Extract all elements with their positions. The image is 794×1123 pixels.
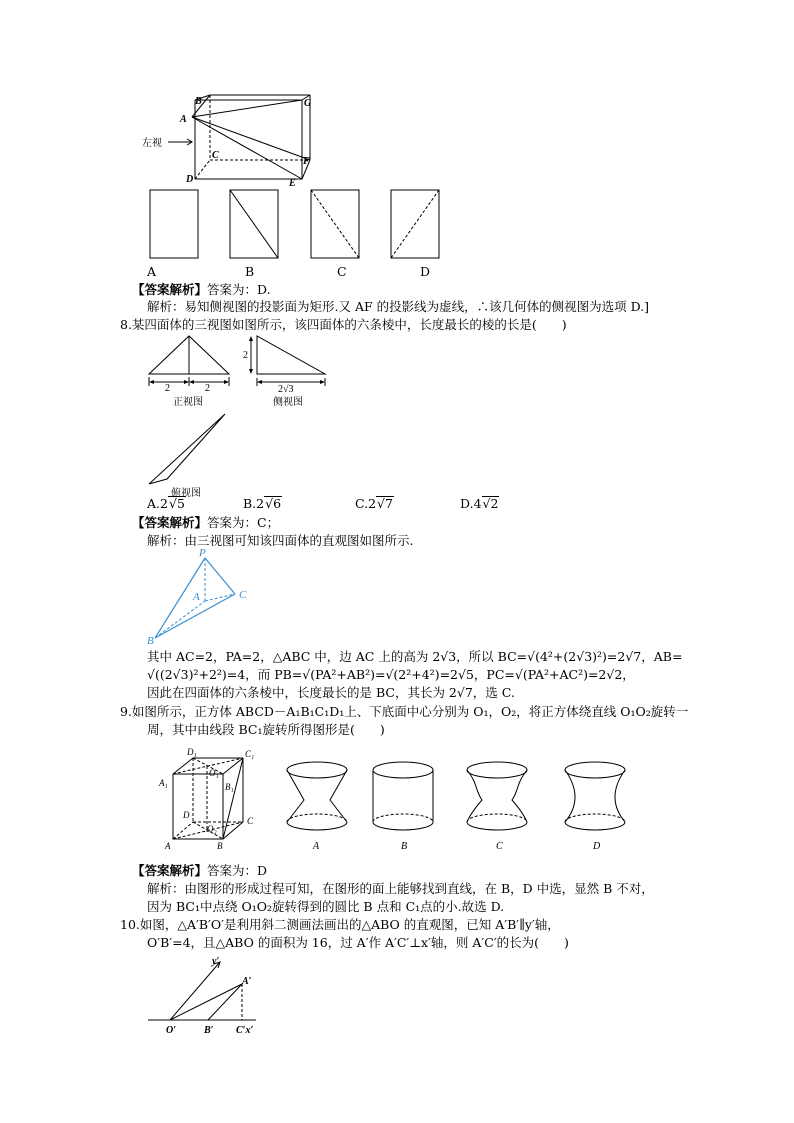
q7-label-E: E bbox=[289, 178, 296, 188]
q8-side-caption: 侧视图 bbox=[273, 397, 303, 408]
q8-option-a[interactable]: A.2√5 bbox=[147, 496, 185, 511]
q8-answer bbox=[132, 514, 279, 531]
q7-label-A: A bbox=[180, 114, 187, 125]
q7-option-a-label: A bbox=[147, 264, 157, 279]
q7-option-b-label: B bbox=[245, 264, 255, 279]
q8-tetrahedron-figure bbox=[143, 546, 263, 646]
q9-stem-1: 9.如图所示，正方体 ABCD－A₁B₁C₁D₁上、下底面中心分别为 O₁，O₂，将正方体绕直线 O₁O₂旋转一 bbox=[120, 704, 689, 719]
q9-option-c-label: C bbox=[496, 841, 503, 852]
q7-label-D: D bbox=[186, 174, 194, 185]
q8-front-dim-left: 2 bbox=[165, 383, 170, 394]
q7-label-left-view: 左视 bbox=[142, 138, 162, 149]
q9-label-C: C bbox=[247, 816, 254, 826]
q9-label-O1: O₁ bbox=[209, 768, 219, 778]
q7-analysis: 解析：易知侧视图的投影面为矩形.又 AF 的投影线为虚线，∴该几何体的侧视图为选项 D.] bbox=[147, 299, 650, 314]
q7-option-a-rect bbox=[150, 190, 198, 258]
q8-side-dim-base: 2√3 bbox=[278, 384, 294, 395]
q8-label-C: C bbox=[239, 589, 247, 601]
q10-label-y: y′ bbox=[212, 956, 220, 967]
q7-option-c-label: C bbox=[337, 264, 347, 279]
q10-stem-1: 10.如图，△A′B′O′是利用斜二测画法画出的△ABO 的直观图，已知 A′B′∥y′轴， bbox=[120, 917, 560, 932]
q8-three-views-figure bbox=[145, 334, 335, 500]
q9-option-b-label: B bbox=[401, 841, 408, 852]
q9-label-B: B bbox=[217, 841, 223, 851]
q7-label-B: B bbox=[195, 96, 202, 107]
q9-label-O2: O₂ bbox=[207, 824, 217, 834]
q9-label-A: A bbox=[165, 841, 171, 851]
q7-answer-text: 答案为：D. bbox=[207, 282, 271, 297]
q9-label-B1: B₁ bbox=[225, 782, 234, 792]
q8-top-caption: 俯视图 bbox=[171, 488, 201, 499]
q9-option-a-label: A bbox=[313, 841, 320, 852]
q8-label-B: B bbox=[147, 635, 154, 646]
q8-stem: 8.某四面体的三视图如图所示，该四面体的六条棱中，长度最长的棱的长是( ) bbox=[120, 317, 567, 332]
q9-answer-text: 答案为：D bbox=[207, 863, 268, 878]
q9-answer bbox=[132, 862, 267, 879]
q8-analysis-4: 因此在四面体的六条棱中，长度最长的是 BC，其长为 2√7，选 C. bbox=[147, 685, 515, 700]
q7-label-C: C bbox=[212, 150, 219, 161]
q9-label-C1: C₁ bbox=[245, 749, 255, 759]
q9-stem-2: 周，其中由线段 BC₁旋转所得图形是( ) bbox=[147, 722, 385, 737]
q8-option-b[interactable]: B.2√6 bbox=[243, 496, 282, 511]
q9-label-A1: A₁ bbox=[159, 778, 168, 788]
q9-analysis-2: 因为 BC₁中点绕 O₁O₂旋转得到的圆比 B 点和 C₁点的小.故选 D. bbox=[147, 899, 505, 914]
q8-analysis-2: 其中 AC=2，PA=2，△ABC 中，边 AC 上的高为 2√3，所以 BC=√(4²+(2√3)²)=2√7，AB= bbox=[147, 649, 683, 664]
q7-answer-tag: 【答案解析】 bbox=[132, 282, 208, 297]
q8-front-caption: 正视图 bbox=[173, 397, 203, 408]
q9-analysis-1: 解析：由图形的形成过程可知，在图形的面上能够找到直线，在 B，D 中选，显然 B 不对， bbox=[147, 881, 654, 896]
q10-stem-2: O′B′=4，且△ABO 的面积为 16，过 A′作 A′C′⊥x′轴，则 A′C′的长为( ) bbox=[147, 935, 569, 950]
q9-option-d-label: D bbox=[593, 841, 601, 852]
q8-answer-tag: 【答案解析】 bbox=[132, 515, 208, 530]
q7-box-figure bbox=[140, 92, 330, 188]
q8-side-dim-height: 2 bbox=[243, 350, 248, 361]
q7-label-F: F bbox=[303, 156, 310, 167]
q8-front-dim-right: 2 bbox=[205, 383, 210, 394]
q9-answer-tag: 【答案解析】 bbox=[132, 863, 208, 878]
q7-answer bbox=[132, 281, 271, 298]
q8-answer-text: 答案为：C； bbox=[207, 515, 280, 530]
q8-analysis-1: 解析：由三视图可知该四面体的直观图如图所示. bbox=[147, 533, 414, 548]
q7-label-G: G bbox=[304, 98, 312, 109]
q9-cube-figure bbox=[143, 744, 268, 852]
q10-label-O: O′ bbox=[166, 1025, 177, 1036]
q10-oblique-figure bbox=[146, 952, 266, 1036]
q8-option-c[interactable]: C.2√7 bbox=[355, 496, 393, 511]
q9-label-D1: D₁ bbox=[187, 747, 197, 757]
q7-option-d-label: D bbox=[420, 264, 431, 279]
q8-label-P: P bbox=[199, 547, 206, 559]
q8-option-d[interactable]: D.4√2 bbox=[460, 496, 499, 511]
q9-label-D: D bbox=[183, 810, 190, 820]
q10-label-B: B′ bbox=[204, 1025, 214, 1036]
q10-label-A: A′ bbox=[242, 976, 252, 987]
q8-label-A: A bbox=[193, 591, 200, 603]
q8-analysis-3: √((2√3)²+2²)=4，而 PB=√(PA²+AB²)=√(2²+4²)=2√5，PC=√(PA²+AC²)=2√2， bbox=[147, 667, 635, 682]
q9-solids-figure bbox=[282, 760, 638, 840]
q7-options-figure bbox=[148, 188, 448, 262]
q10-label-Cx: C′x′ bbox=[236, 1025, 254, 1036]
